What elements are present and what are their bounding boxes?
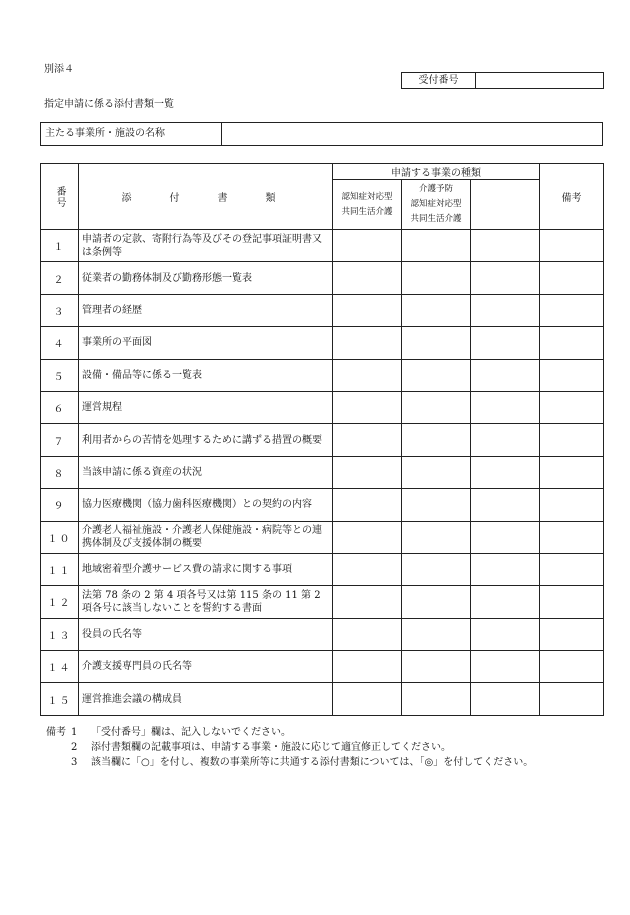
attachment-documents-table xyxy=(40,163,604,716)
row-remarks[interactable] xyxy=(540,424,604,456)
row-check-service-3[interactable] xyxy=(471,618,540,650)
remarks-notes xyxy=(46,725,606,770)
facility-name-box xyxy=(40,122,603,146)
row-document: 運営推進会議の構成員 xyxy=(79,683,333,715)
note-number: 2 xyxy=(71,742,78,753)
row-document: 地域密着型介護サービス費の請求に関する事項 xyxy=(79,553,333,585)
note-text: 「受付番号」欄は、記入しないでください。 xyxy=(91,727,291,738)
row-remarks[interactable] xyxy=(540,586,604,618)
row-check-service-3[interactable] xyxy=(471,489,540,521)
row-number: １０ xyxy=(41,521,79,553)
note-row xyxy=(46,740,606,755)
row-number: ３ xyxy=(41,294,79,326)
row-number: ６ xyxy=(41,391,79,423)
row-remarks[interactable] xyxy=(540,683,604,715)
row-check-service-3[interactable] xyxy=(471,521,540,553)
row-remarks[interactable] xyxy=(540,230,604,262)
table-row xyxy=(41,424,604,456)
row-check-service-1[interactable] xyxy=(333,424,402,456)
header-service-1-line-1: 認知症対応型 xyxy=(341,191,393,202)
row-check-service-1[interactable] xyxy=(333,230,402,262)
row-check-service-2[interactable] xyxy=(402,683,471,715)
note-number: 1 xyxy=(71,727,78,738)
header-service-2-line-3: 共同生活介護 xyxy=(410,214,462,224)
row-remarks[interactable] xyxy=(540,456,604,488)
facility-name-label: 主たる事業所・施設の名称 xyxy=(41,123,222,145)
table-row xyxy=(41,521,604,553)
header-number xyxy=(41,164,79,230)
row-number: １ xyxy=(41,230,79,262)
row-number: ７ xyxy=(41,424,79,456)
row-check-service-2[interactable] xyxy=(402,489,471,521)
row-remarks[interactable] xyxy=(540,262,604,294)
table-row xyxy=(41,262,604,294)
row-check-service-3[interactable] xyxy=(471,359,540,391)
row-check-service-3[interactable] xyxy=(471,456,540,488)
row-document: 役員の氏名等 xyxy=(79,618,333,650)
row-check-service-3[interactable] xyxy=(471,262,540,294)
note-text: 添付書類欄の記載事項は、申請する事業・施設に応じて適宜修正してください。 xyxy=(91,742,451,753)
row-check-service-1[interactable] xyxy=(333,359,402,391)
row-number: ５ xyxy=(41,359,79,391)
table-row xyxy=(41,618,604,650)
table-row xyxy=(41,586,604,618)
row-check-service-3[interactable] xyxy=(471,553,540,585)
row-remarks[interactable] xyxy=(540,327,604,359)
receipt-number-label: 受付番号 xyxy=(402,73,476,88)
row-document: 事業所の平面図 xyxy=(79,327,333,359)
note-number: 3 xyxy=(71,757,78,768)
attachment-label: 別添４ xyxy=(44,64,74,75)
row-document: 介護支援専門員の氏名等 xyxy=(79,651,333,683)
row-check-service-2[interactable] xyxy=(402,262,471,294)
row-document: 介護老人福祉施設・介護老人保健施設・病院等との連携体制及び支援体制の概要 xyxy=(79,521,333,553)
row-number: １４ xyxy=(41,651,79,683)
header-service-2 xyxy=(402,180,471,230)
row-check-service-1[interactable] xyxy=(333,618,402,650)
row-check-service-2[interactable] xyxy=(402,327,471,359)
row-check-service-2[interactable] xyxy=(402,359,471,391)
row-check-service-2[interactable] xyxy=(402,424,471,456)
row-remarks[interactable] xyxy=(540,489,604,521)
table-row xyxy=(41,683,604,715)
row-document: 運営規程 xyxy=(79,391,333,423)
row-number: １２ xyxy=(41,586,79,618)
row-check-service-3[interactable] xyxy=(471,294,540,326)
row-document: 当該申請に係る資産の状況 xyxy=(79,456,333,488)
row-number: ２ xyxy=(41,262,79,294)
row-remarks[interactable] xyxy=(540,618,604,650)
row-check-service-2[interactable] xyxy=(402,618,471,650)
row-check-service-2[interactable] xyxy=(402,294,471,326)
facility-name-field[interactable] xyxy=(222,123,602,145)
row-check-service-3[interactable] xyxy=(471,683,540,715)
row-document: 利用者からの苦情を処理するために講ずる措置の概要 xyxy=(79,424,333,456)
row-remarks[interactable] xyxy=(540,294,604,326)
table-row xyxy=(41,327,604,359)
row-check-service-1[interactable] xyxy=(333,586,402,618)
header-service-3 xyxy=(471,180,540,230)
row-remarks[interactable] xyxy=(540,553,604,585)
row-remarks[interactable] xyxy=(540,521,604,553)
header-service-2-line-2: 認知症対応型 xyxy=(410,199,462,209)
row-check-service-1[interactable] xyxy=(333,521,402,553)
receipt-number-field[interactable] xyxy=(476,73,603,88)
row-check-service-2[interactable] xyxy=(402,456,471,488)
table-row xyxy=(41,456,604,488)
row-check-service-1[interactable] xyxy=(333,553,402,585)
note-row xyxy=(46,725,606,740)
row-check-service-1[interactable] xyxy=(333,262,402,294)
table-row xyxy=(41,391,604,423)
note-row xyxy=(46,755,606,770)
row-check-service-3[interactable] xyxy=(471,230,540,262)
header-service-1 xyxy=(333,180,402,230)
table-row xyxy=(41,359,604,391)
row-check-service-3[interactable] xyxy=(471,651,540,683)
row-remarks[interactable] xyxy=(540,651,604,683)
page-title: 指定申請に係る添付書類一覧 xyxy=(44,99,174,110)
row-number: ８ xyxy=(41,456,79,488)
row-number: ９ xyxy=(41,489,79,521)
row-remarks[interactable] xyxy=(540,359,604,391)
row-number: ４ xyxy=(41,327,79,359)
row-remarks[interactable] xyxy=(540,391,604,423)
row-check-service-3[interactable] xyxy=(471,586,540,618)
row-document: 法第 78 条の 2 第 4 項各号又は第 115 条の 11 第 2 項各号に該当しないことを誓約する書面 xyxy=(79,586,333,618)
row-check-service-1[interactable] xyxy=(333,327,402,359)
row-document: 管理者の経歴 xyxy=(79,294,333,326)
row-check-service-1[interactable] xyxy=(333,294,402,326)
row-document: 従業者の勤務体制及び勤務形態一覧表 xyxy=(79,262,333,294)
row-check-service-2[interactable] xyxy=(402,230,471,262)
header-service-2-line-1: 介護予防 xyxy=(418,184,453,194)
header-document: 添 付 書 類 xyxy=(79,164,333,230)
row-check-service-1[interactable] xyxy=(333,391,402,423)
header-number-label: 番号 xyxy=(54,185,65,208)
row-check-service-1[interactable] xyxy=(333,456,402,488)
table-row xyxy=(41,230,604,262)
note-text: 該当欄に「○」を付し、複数の事業所等に共通する添付書類については、「◎」を付してください。 xyxy=(91,757,534,768)
notes-label: 備考 xyxy=(46,727,66,738)
row-number: １５ xyxy=(41,683,79,715)
row-check-service-2[interactable] xyxy=(402,521,471,553)
row-check-service-2[interactable] xyxy=(402,586,471,618)
row-number: １３ xyxy=(41,618,79,650)
table-row xyxy=(41,553,604,585)
row-check-service-1[interactable] xyxy=(333,683,402,715)
table-row xyxy=(41,294,604,326)
row-check-service-2[interactable] xyxy=(402,553,471,585)
table-row xyxy=(41,651,604,683)
row-check-service-1[interactable] xyxy=(333,651,402,683)
row-check-service-3[interactable] xyxy=(471,327,540,359)
row-check-service-1[interactable] xyxy=(333,489,402,521)
row-check-service-3[interactable] xyxy=(471,424,540,456)
row-check-service-2[interactable] xyxy=(402,651,471,683)
header-service-1-line-2: 共同生活介護 xyxy=(341,206,393,217)
row-document: 設備・備品等に係る一覧表 xyxy=(79,359,333,391)
row-document: 協力医療機関（協力歯科医療機関）との契約の内容 xyxy=(79,489,333,521)
row-check-service-3[interactable] xyxy=(471,391,540,423)
row-document: 申請者の定款、寄附行為等及びその登記事項証明書又は条例等 xyxy=(79,230,333,262)
header-remarks: 備考 xyxy=(540,164,604,230)
receipt-number-box xyxy=(401,72,604,89)
header-service-group: 申請する事業の種類 xyxy=(333,164,540,180)
row-check-service-2[interactable] xyxy=(402,391,471,423)
table-row xyxy=(41,489,604,521)
row-number: １１ xyxy=(41,553,79,585)
